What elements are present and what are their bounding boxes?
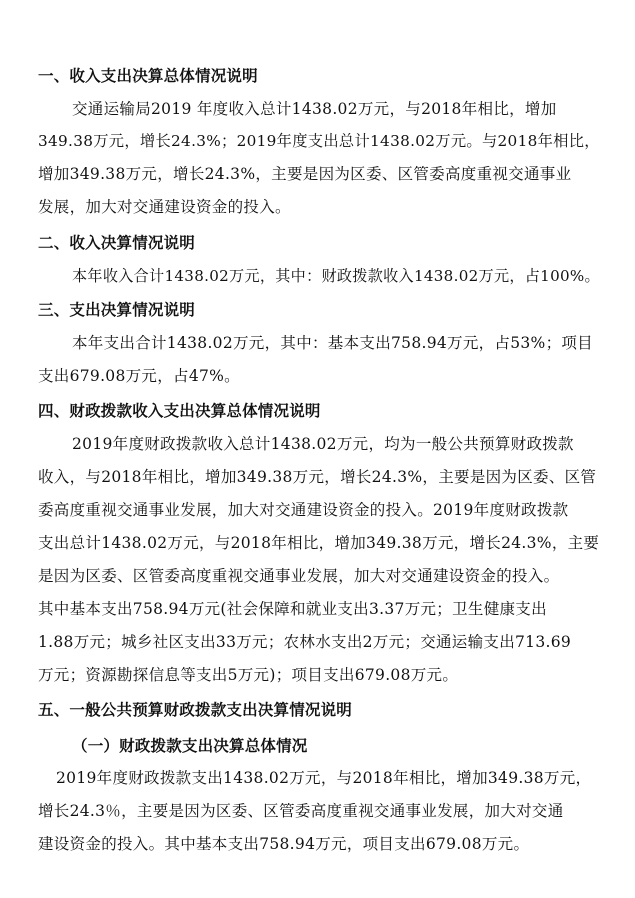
section4-line-1: 2019年度财政拨款收入总计1438.02万元，均为一般公共预算财政拨款 — [72, 435, 574, 453]
section5-line-1: 2019年度财政拨款支出1438.02万元，与2018年相比，增加349.38万元， — [56, 769, 592, 787]
section4-line-4: 支出总计1438.02万元，与2018年相比，增加349.38万元，增长24.3%，主要 — [38, 534, 600, 552]
section4-line-8: 万元；资源勘探信息等支出5万元)；项目支出679.08万元。 — [38, 666, 459, 684]
section1-line-3: 增加349.38万元，增长24.3%，主要是因为区委、区管委高度重视交通事业 — [38, 165, 572, 183]
section4-line-2: 收入，与2018年相比，增加349.38万元，增长24.3%，主要是因为区委、区管 — [38, 468, 597, 486]
section1-line-1: 交通运输局2019 年度收入总计1438.02万元，与2018年相比，增加 — [72, 100, 557, 118]
section5-heading: 五、一般公共预算财政拨款支出决算情况说明 — [38, 701, 353, 719]
section3-line-2: 支出679.08万元，占47%。 — [38, 367, 240, 385]
section3-heading: 三、支出决算情况说明 — [38, 301, 196, 319]
section2-heading: 二、收入决算情况说明 — [38, 234, 196, 252]
section4-line-6: 其中基本支出758.94万元(社会保障和就业支出3.37万元；卫生健康支出 — [38, 600, 547, 618]
section4-heading: 四、财政拨款收入支出决算总体情况说明 — [38, 402, 321, 420]
section1-line-4: 发展，加大对交通建设资金的投入。 — [38, 198, 291, 216]
section2-line-1: 本年收入合计1438.02万元，其中：财政拨款收入1438.02万元，占100%。 — [72, 267, 600, 285]
section4-line-7: 1.88万元；城乡社区支出33万元；农林水支出2万元；交通运输支出713.69 — [38, 633, 572, 651]
section1-line-2: 349.38万元，增长24.3%；2019年度支出总计1438.02万元。与2018年相比， — [38, 132, 600, 150]
section4-line-3: 委高度重视交通事业发展，加大对交通建设资金的投入。2019年度财政拨款 — [38, 501, 569, 519]
section5-subheading: （一）财政拨款支出决算总体情况 — [72, 737, 308, 755]
section4-line-5: 是因为区委、区管委高度重视交通事业发展，加大对交通建设资金的投入。 — [38, 567, 560, 585]
section1-heading: 一、收入支出决算总体情况说明 — [38, 67, 258, 85]
section5-line-3: 建设资金的投入。其中基本支出758.94万元，项目支出679.08万元。 — [38, 835, 530, 853]
section5-line-2: 增长24.3％，主要是因为区委、区管委高度重视交通事业发展，加大对交通 — [38, 802, 564, 820]
section3-line-1: 本年支出合计1438.02万元，其中：基本支出758.94万元，占53%；项目 — [72, 334, 593, 352]
